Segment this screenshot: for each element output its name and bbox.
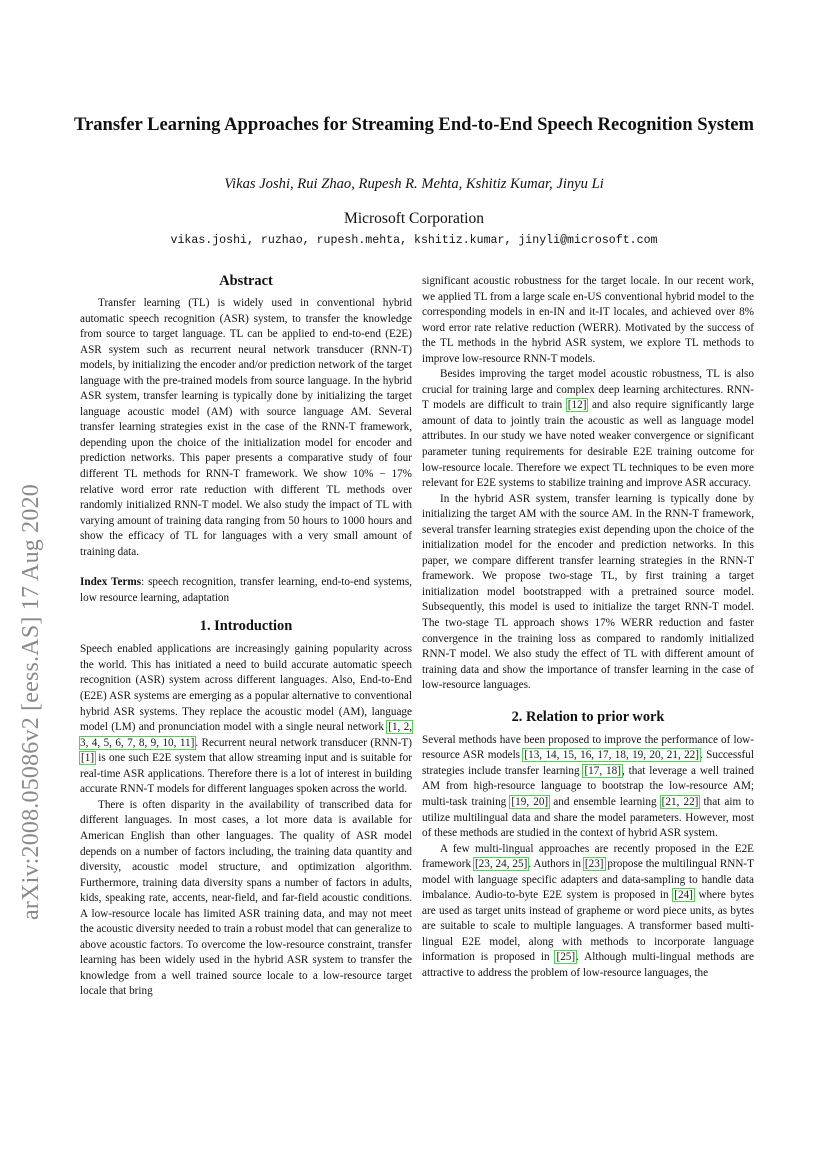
intro-paragraph-4: Besides improving the target model acoustic robustness, TL is also crucial for training large and complex deep learning architectures. RNN-T models are difficult to train [12] and also require significantly large amount of data to jointly train the acoustic as well as language model attributes. In our study we have noted weaker convergence or significant parameter tuning requirements for desirable E2E training outcome for low-resource locale. Therefore we expect TL techniques to be even more relevant for E2E systems to stabilize training and improve ASR accuracy.	[422, 368, 754, 490]
arxiv-identifier: arXiv:2008.05086v2 [eess.AS] 17 Aug 2020	[18, 484, 44, 920]
introduction-heading: 1. Introduction	[199, 618, 293, 635]
abstract-heading: Abstract	[219, 273, 273, 289]
intro-paragraph-2: There is often disparity in the availability of transcribed data for different languages. In most cases, a lot more data is available for American English than other languages. The quality of ASR model depends on a number of factors including, the training data quantity and diversity, acoustic model structure, and optimization algorithm. Furthermore, training data diversity spans a number of factors in adults, kids, speaking rate, accents, near-field, and far-field acoustic conditions. A low-resource locale has limited ASR training data, and may not meet the acoustic diversity needed to train a robust model that can generalize to above acoustic factors. To overcome the low-resource constraint, transfer learning has been widely used in the hybrid ASR system to transfer the knowledge from a well trained source locale to a low-resource target locale that bring	[80, 798, 412, 998]
citation-link[interactable]: [23]	[584, 858, 604, 871]
citation-link[interactable]: [1]	[81, 752, 95, 765]
index-terms-text: : speech recognition, transfer learning, end-to-end systems, low resource learning, adaptation	[80, 576, 412, 604]
left-column	[80, 272, 412, 1000]
index-terms	[80, 575, 412, 606]
citation-link[interactable]: [23, 24, 25]	[474, 858, 528, 871]
abstract-text: Transfer learning (TL) is widely used in conventional hybrid automatic speech recognition (ASR) system, to transfer the knowledge from source to target language. TL can be applied to end-to-end (E2E) ASR system such as recurrent neural network transducer (RNN-T) models, by initializing the encoder and/or prediction network of the target language with the pre-trained models from source language. In the hybrid ASR system, transfer learning is typically done by initializing the target language acoustic model (AM) with source language AM. Several transfer learning strategies exist in the case of the RNN-T framework, depending upon the choice of the initialization model for encoder and prediction networks. This paper presents a comparative study of four different TL methods for RNN-T framework. We show 10% − 17% relative word error rate reduction with different TL methods over randomly initialized RNN-T model. We also study the impact of TL with varying amount of training data ranging from 50 hours to 1000 hours and show the efficacy of TL for languages with a very small amount of training data.	[80, 297, 412, 558]
intro-paragraph-1: Speech enabled applications are increasingly gaining popularity across the world. This has initiated a need to build accurate automatic speech recognition (ASR) system across different languages. Also, End-to-End (E2E) ASR systems are emerging as a popular alternative to conventional hybrid ASR systems. They replace the acoustic model (AM), language model (LM) and pronunciation model with a single neural network [1, 2, 3, 4, 5, 6, 7, 8, 9, 10, 11]. Recurrent neural network transducer (RNN-T) [1] is one such E2E system that allow streaming input and is suitable for real-time ASR applications. Therefore there is a lot of interest in building accurate RNN-T models for different languages spoken across the world.	[80, 643, 412, 796]
author-list: Vikas Joshi, Rui Zhao, Rupesh R. Mehta, Kshitiz Kumar, Jinyu Li	[224, 176, 604, 192]
intro-paragraph-5: In the hybrid ASR system, transfer learning is typically done by initializing the target AM with the source AM. In the RNN-T framework, several transfer learning strategies exist depending upon the choice of the initialization model for the encoder and prediction networks. In this paper, we compare different transfer learning strategies in the RNN-T framework. We propose two-stage TL, by first training a target initialization model bootstrapped with a pretrained source model. Subsequently, this model is used to initialize the target RNN-T model. The two-stage TL approach shows 17% WERR reduction and faster convergence in the training loss as compared to randomly initialized RNN-T model. We also study the effect of TL with different amount of training data and show the importance of transfer learning in the case of low-resource languages.	[422, 492, 754, 692]
citation-link[interactable]: [25]	[556, 951, 576, 964]
intro-paragraph-3: significant acoustic robustness for the target locale. In our recent work, we applied TL from a large scale en-US conventional hybrid model to the corresponding models in en-IN and it-IT locales, and achieved over 8% word error rate relative reduction (WERR). Motivated by the success of the TL methods in the hybrid ASR system, we explore TL methods to improve low-resource RNN-T models.	[422, 275, 754, 365]
citation-link[interactable]: [12]	[567, 399, 587, 412]
citation-link[interactable]: [13, 14, 15, 16, 17, 18, 19, 20, 21, 22]	[524, 749, 699, 762]
citation-link[interactable]: [17, 18]	[584, 764, 621, 777]
index-terms-label: Index Terms	[80, 576, 142, 589]
citation-link[interactable]: [24]	[674, 889, 693, 902]
paper-title: Transfer Learning Approaches for Streaming End-to-End Speech Recognition System	[73, 114, 755, 135]
prior-work-paragraph-1: Several methods have been proposed to improve the performance of low-resource ASR models [13, 14, 15, 16, 17, 18, 19, 20, 21, 22]. Successful strategies include transfer learning [17, 18], that leverage a well trained AM from high-resource language to bootstrap the low-resource AM; multi-task training [19, 20] and ensemble learning [21, 22] that aim to utilize multilingual data and share the model parameters. However, most of these methods are studied in the context of hybrid ASR system.	[422, 733, 755, 840]
right-column	[422, 274, 754, 982]
prior-work-heading: 2. Relation to prior work	[511, 708, 665, 725]
affiliation: Microsoft Corporation	[344, 210, 484, 227]
prior-work-paragraph-2: A few multi-lingual approaches are recently proposed in the E2E framework [23, 24, 25]. Authors in [23] propose the multilingual RNN-T model with language specific adapters and data-sampling to handle data imbalance. Audio-to-byte E2E system is proposed in [24] where bytes are used as target units instead of grapheme or word piece units, as bytes are suitable to scale to multiple languages. A transformer based multi-lingual E2E model, along with methods to incorporate language information is proposed in [25]. Although multi-lingual methods are attractive to address the problem of low-resource languages, the	[422, 842, 754, 979]
citation-link[interactable]: [19, 20]	[511, 795, 549, 808]
author-emails: vikas.joshi, ruzhao, rupesh.mehta, kshitiz.kumar, jinyli@microsoft.com	[170, 234, 658, 247]
citation-link[interactable]: [21, 22]	[661, 795, 699, 808]
citation-link[interactable]: [1, 2, 3, 4, 5, 6, 7, 8, 9, 10, 11]	[80, 721, 412, 749]
